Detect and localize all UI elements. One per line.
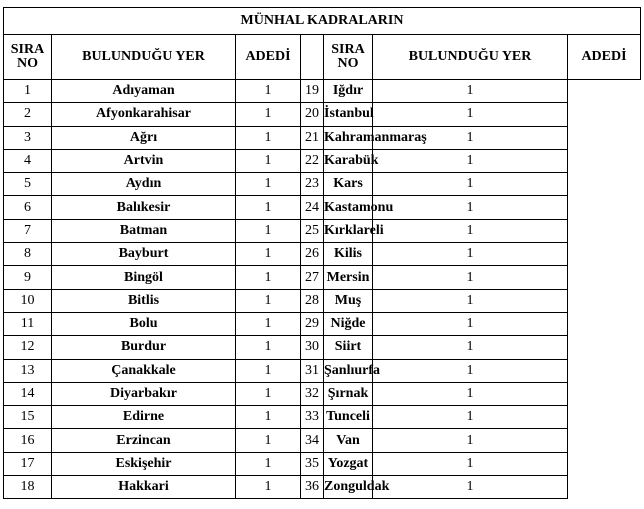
row-number-left: 13 — [4, 359, 52, 382]
location-left: Eskişehir — [52, 452, 236, 475]
count-left: 1 — [236, 336, 301, 359]
count-right: 1 — [373, 476, 568, 499]
table-body — [4, 80, 641, 499]
count-right: 1 — [373, 452, 568, 475]
count-left: 1 — [236, 289, 301, 312]
row-number-right: 20 — [301, 103, 324, 126]
count-left: 1 — [236, 126, 301, 149]
row-number-left: 10 — [4, 289, 52, 312]
location-right: Van — [324, 429, 373, 452]
row-number-right: 19 — [301, 80, 324, 103]
row-number-right: 28 — [301, 289, 324, 312]
count-right: 1 — [373, 429, 568, 452]
location-right: Kastamonu — [324, 196, 373, 219]
location-left: Hakkari — [52, 476, 236, 499]
location-left: Afyonkarahisar — [52, 103, 236, 126]
header-yer-right: BULUNDUĞU YER — [373, 35, 568, 80]
location-left: Aydın — [52, 173, 236, 196]
row-number-right: 34 — [301, 429, 324, 452]
row-number-left: 18 — [4, 476, 52, 499]
table-title: MÜNHAL KADRALARIN — [4, 8, 641, 35]
table-row — [4, 243, 641, 266]
location-right: Karabük — [324, 149, 373, 172]
location-left: Diyarbakır — [52, 382, 236, 405]
count-left: 1 — [236, 266, 301, 289]
row-number-right: 35 — [301, 452, 324, 475]
row-number-left: 4 — [4, 149, 52, 172]
location-right: Mersin — [324, 266, 373, 289]
location-left: Bayburt — [52, 243, 236, 266]
location-left: Bolu — [52, 312, 236, 335]
row-number-right: 24 — [301, 196, 324, 219]
row-number-left: 12 — [4, 336, 52, 359]
header-row — [4, 35, 641, 80]
count-right: 1 — [373, 196, 568, 219]
row-number-right: 36 — [301, 476, 324, 499]
location-left: Bingöl — [52, 266, 236, 289]
count-left: 1 — [236, 406, 301, 429]
table-row — [4, 289, 641, 312]
table-row — [4, 196, 641, 219]
count-right: 1 — [373, 312, 568, 335]
location-right: Niğde — [324, 312, 373, 335]
count-right: 1 — [373, 173, 568, 196]
vacancy-table — [3, 7, 641, 499]
location-right: Kahramanmaraş — [324, 126, 373, 149]
location-right: Yozgat — [324, 452, 373, 475]
row-number-left: 9 — [4, 266, 52, 289]
location-left: Bitlis — [52, 289, 236, 312]
location-right: Kars — [324, 173, 373, 196]
header-adedi-left: ADEDİ — [236, 35, 301, 80]
row-number-left: 8 — [4, 243, 52, 266]
location-right: Muş — [324, 289, 373, 312]
row-number-left: 16 — [4, 429, 52, 452]
location-right: Tunceli — [324, 406, 373, 429]
row-number-left: 1 — [4, 80, 52, 103]
location-left: Burdur — [52, 336, 236, 359]
table-row — [4, 452, 641, 475]
row-number-left: 2 — [4, 103, 52, 126]
location-right: Şanlıurfa — [324, 359, 373, 382]
row-number-right: 31 — [301, 359, 324, 382]
count-right: 1 — [373, 382, 568, 405]
count-right: 1 — [373, 266, 568, 289]
count-left: 1 — [236, 196, 301, 219]
count-left: 1 — [236, 173, 301, 196]
row-number-left: 15 — [4, 406, 52, 429]
table-row — [4, 476, 641, 499]
row-number-right: 23 — [301, 173, 324, 196]
row-number-left: 5 — [4, 173, 52, 196]
count-right: 1 — [373, 103, 568, 126]
table-row — [4, 80, 641, 103]
header-yer-left: BULUNDUĞU YER — [52, 35, 236, 80]
row-number-left: 3 — [4, 126, 52, 149]
count-left: 1 — [236, 476, 301, 499]
count-left: 1 — [236, 103, 301, 126]
table-row — [4, 312, 641, 335]
row-number-right: 22 — [301, 149, 324, 172]
location-right: Şırnak — [324, 382, 373, 405]
count-right: 1 — [373, 243, 568, 266]
column-gap — [301, 35, 324, 80]
table-row — [4, 429, 641, 452]
count-right: 1 — [373, 359, 568, 382]
header-adedi-right: ADEDİ — [568, 35, 641, 80]
count-left: 1 — [236, 149, 301, 172]
count-left: 1 — [236, 359, 301, 382]
count-left: 1 — [236, 452, 301, 475]
row-number-right: 25 — [301, 219, 324, 242]
location-left: Erzincan — [52, 429, 236, 452]
count-right: 1 — [373, 406, 568, 429]
count-left: 1 — [236, 382, 301, 405]
table-row — [4, 266, 641, 289]
location-right: Kırklareli — [324, 219, 373, 242]
location-left: Adıyaman — [52, 80, 236, 103]
count-right: 1 — [373, 289, 568, 312]
row-number-left: 11 — [4, 312, 52, 335]
table-row — [4, 103, 641, 126]
row-number-right: 27 — [301, 266, 324, 289]
location-left: Edirne — [52, 406, 236, 429]
count-left: 1 — [236, 243, 301, 266]
table-row — [4, 173, 641, 196]
location-left: Batman — [52, 219, 236, 242]
count-right: 1 — [373, 219, 568, 242]
table-row — [4, 382, 641, 405]
row-number-left: 17 — [4, 452, 52, 475]
row-number-left: 7 — [4, 219, 52, 242]
count-left: 1 — [236, 429, 301, 452]
location-left: Balıkesir — [52, 196, 236, 219]
location-right: Zonguldak — [324, 476, 373, 499]
table-row — [4, 149, 641, 172]
row-number-right: 30 — [301, 336, 324, 359]
count-right: 1 — [373, 149, 568, 172]
count-left: 1 — [236, 80, 301, 103]
header-sira-right: SIRA NO — [324, 35, 373, 80]
row-number-left: 6 — [4, 196, 52, 219]
table-row — [4, 359, 641, 382]
row-number-right: 32 — [301, 382, 324, 405]
row-number-right: 29 — [301, 312, 324, 335]
row-number-right: 33 — [301, 406, 324, 429]
row-number-right: 26 — [301, 243, 324, 266]
table-row — [4, 406, 641, 429]
location-right: Iğdır — [324, 80, 373, 103]
count-left: 1 — [236, 219, 301, 242]
location-left: Çanakkale — [52, 359, 236, 382]
table-row — [4, 126, 641, 149]
count-right: 1 — [373, 336, 568, 359]
count-right: 1 — [373, 126, 568, 149]
location-left: Ağrı — [52, 126, 236, 149]
location-right: Kilis — [324, 243, 373, 266]
count-right: 1 — [373, 80, 568, 103]
location-right: Siirt — [324, 336, 373, 359]
count-left: 1 — [236, 312, 301, 335]
row-number-left: 14 — [4, 382, 52, 405]
header-sira-left: SIRA NO — [4, 35, 52, 80]
table-row — [4, 219, 641, 242]
row-number-right: 21 — [301, 126, 324, 149]
table-row — [4, 336, 641, 359]
location-left: Artvin — [52, 149, 236, 172]
location-right: İstanbul — [324, 103, 373, 126]
